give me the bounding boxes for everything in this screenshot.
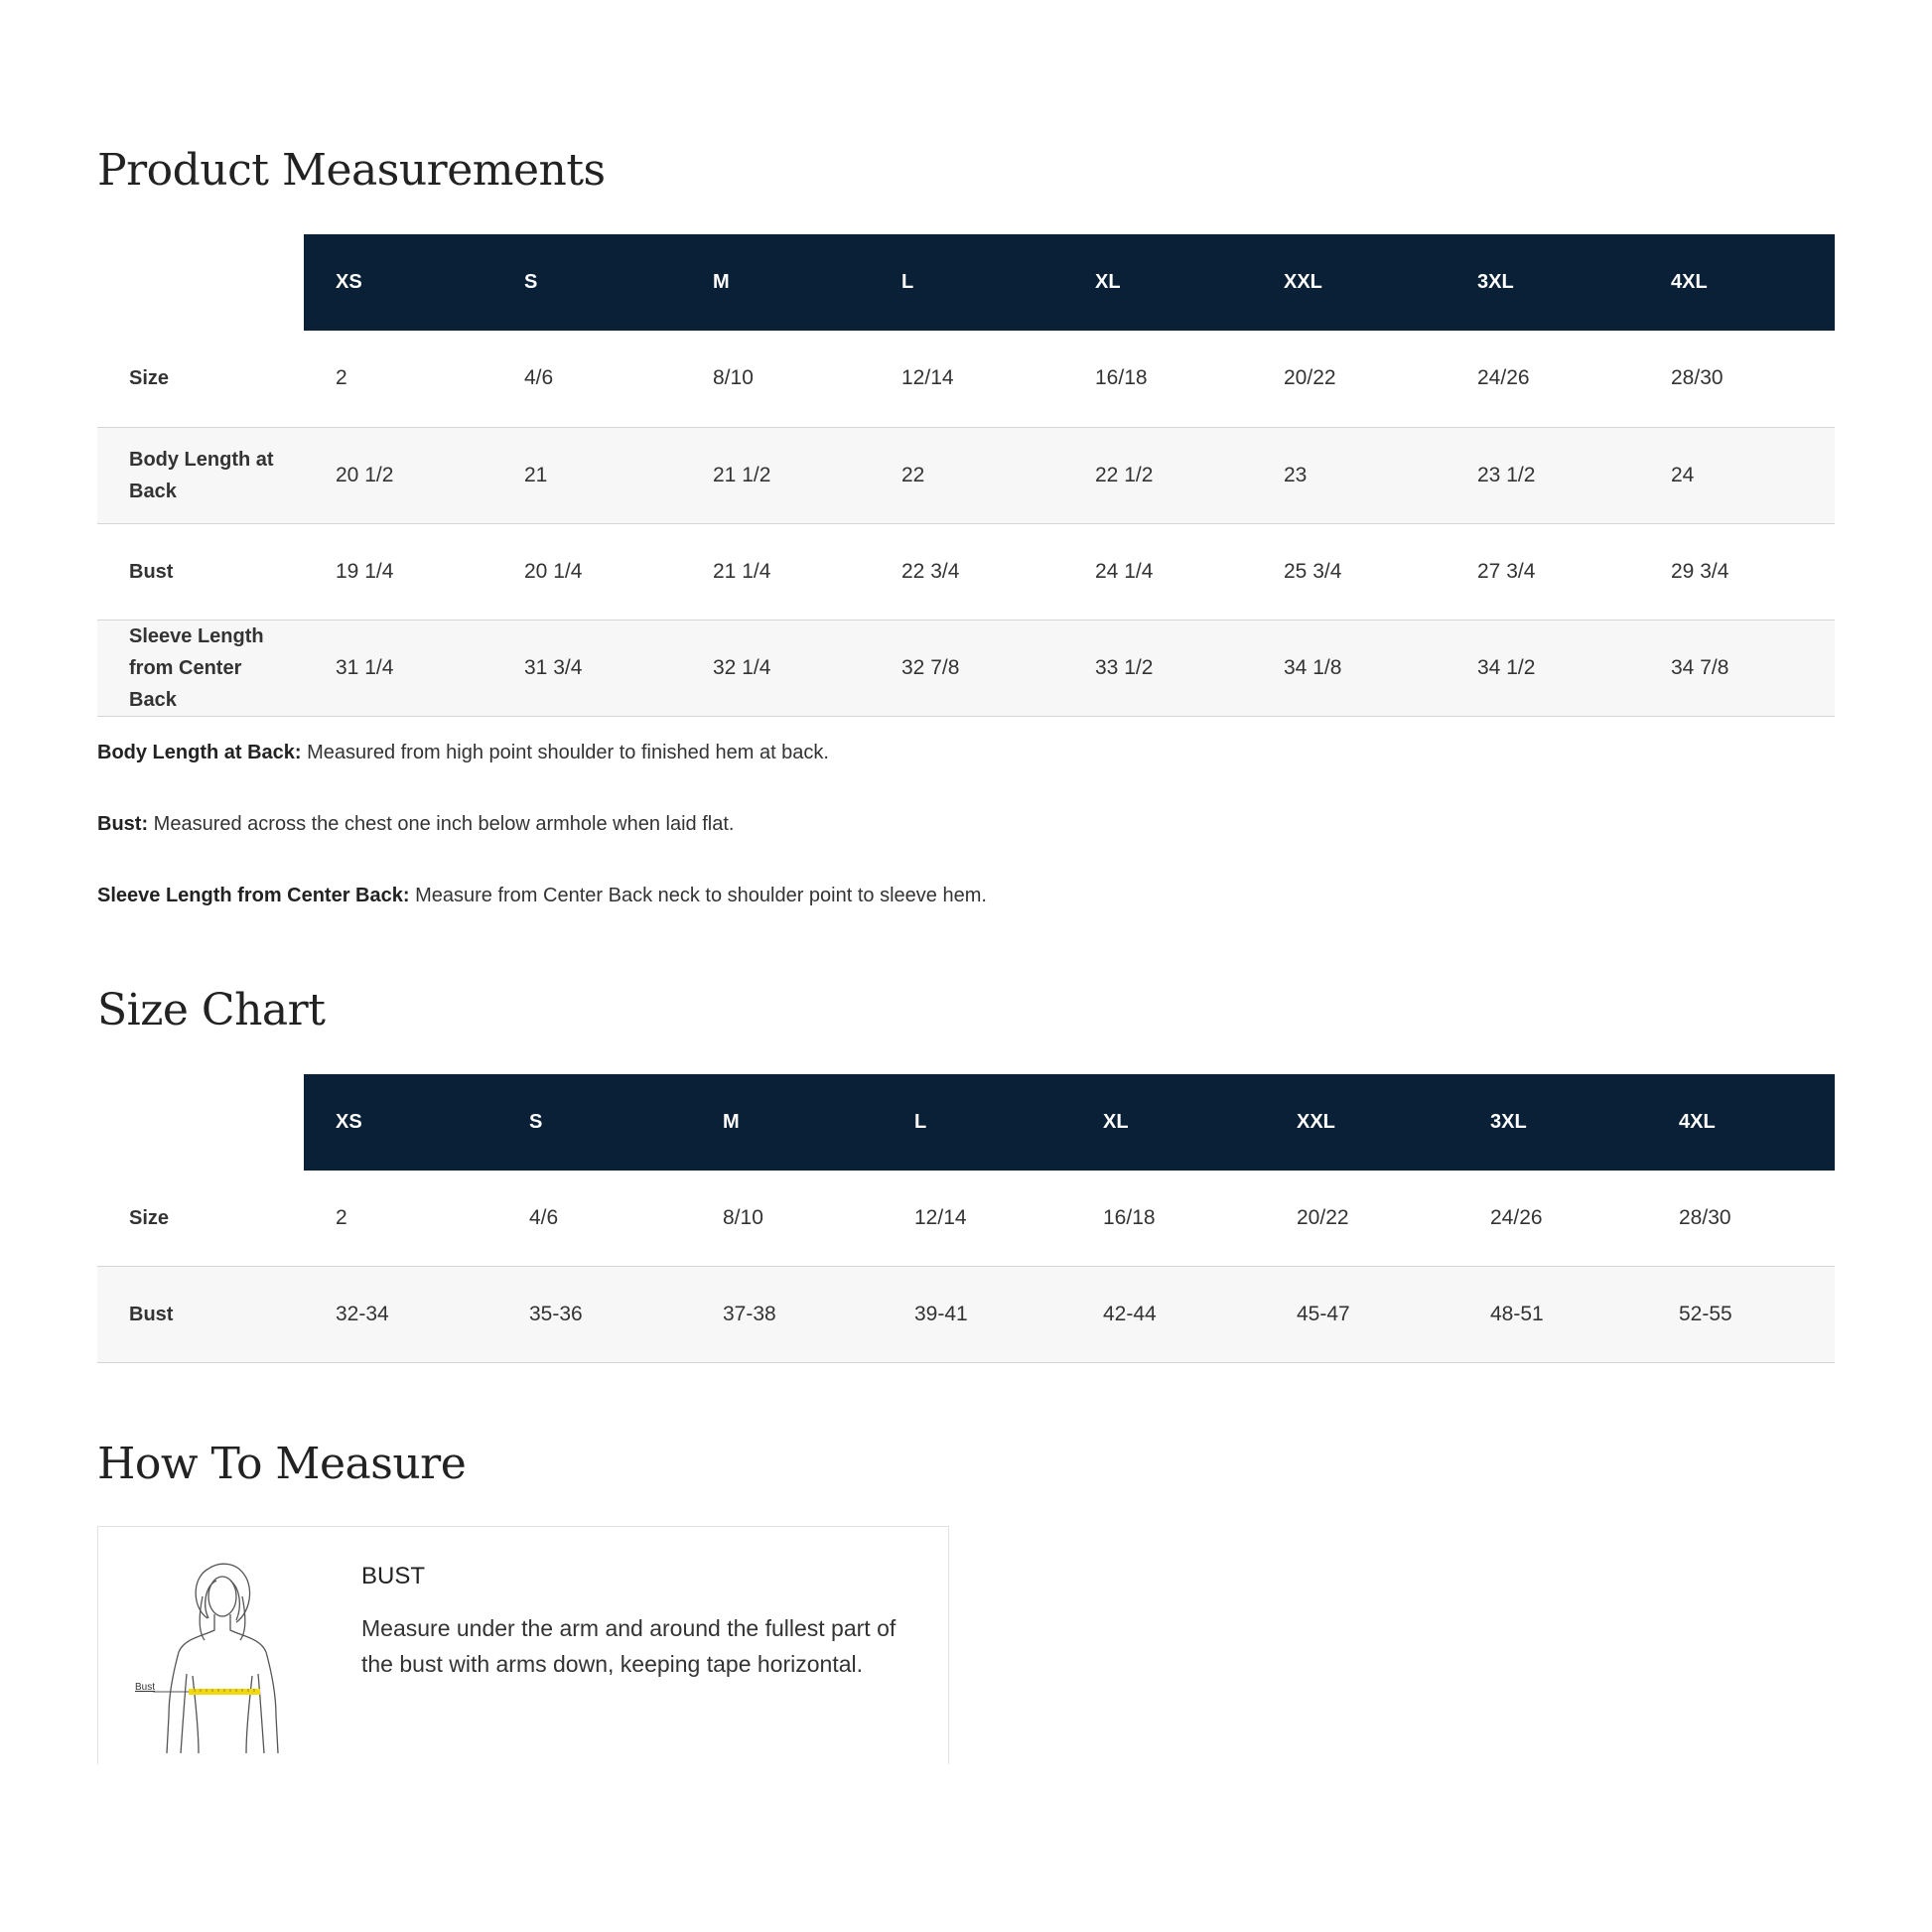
size-column-header: 3XL: [1446, 234, 1639, 331]
table-cell: 12/14: [914, 1205, 967, 1229]
table-cell: 42-44: [1103, 1303, 1157, 1325]
table-cell: 16/18: [1103, 1205, 1156, 1229]
table-row: [97, 331, 1835, 427]
size-column-header: M: [691, 1074, 883, 1171]
table-cell: 34 7/8: [1671, 655, 1729, 679]
table-cell: 32 7/8: [901, 655, 960, 679]
bust-measurement-figure-icon: [133, 1557, 302, 1755]
size-column-header: XXL: [1265, 1074, 1458, 1171]
definition-sleeve-length: [97, 880, 1835, 911]
row-label: Size: [129, 367, 170, 390]
table-cell: 28/30: [1679, 1205, 1731, 1229]
size-column-header: L: [883, 1074, 1071, 1171]
table-cell: 52-55: [1679, 1303, 1732, 1325]
product-measurements-table: [97, 234, 1835, 717]
table-cell: 32-34: [336, 1303, 389, 1325]
table-cell: 22: [901, 463, 925, 486]
table-cell: 24: [1671, 463, 1695, 486]
definition-term: Body Length at Back:: [97, 741, 302, 763]
measure-heading: BUST: [361, 1563, 426, 1589]
table-cell: 25 3/4: [1284, 559, 1342, 583]
size-column-header: XS: [304, 234, 492, 331]
table-row: [97, 523, 1835, 620]
table-cell: 21 1/4: [713, 559, 771, 583]
table-cell: 20 1/4: [524, 559, 583, 583]
table-row: [97, 1267, 1835, 1363]
size-chart-title: Size Chart: [97, 984, 326, 1035]
table-cell: 24 1/4: [1095, 559, 1154, 583]
table-cell: 12/14: [901, 366, 954, 390]
table-cell: 27 3/4: [1477, 559, 1536, 583]
size-column-header: L: [870, 234, 1063, 331]
table-cell: 2: [336, 1205, 347, 1229]
table-cell: 16/18: [1095, 366, 1148, 390]
table-cell: 29 3/4: [1671, 559, 1729, 583]
definition-term: Bust:: [97, 812, 149, 835]
table-cell: 4/6: [529, 1205, 559, 1229]
table-cell: 48-51: [1490, 1303, 1544, 1325]
product-measurements-title: Product Measurements: [97, 145, 606, 196]
table-cell: 22 1/2: [1095, 463, 1154, 486]
table-cell: 20/22: [1284, 366, 1336, 390]
row-label: Size: [129, 1206, 170, 1229]
table-cell: 20 1/2: [336, 463, 394, 486]
size-column-header: 4XL: [1639, 234, 1835, 331]
table-cell: 31 3/4: [524, 655, 583, 679]
definition-text: Measure from Center Back neck to shoulder point to sleeve hem.: [409, 884, 987, 906]
figure-label: Bust: [135, 1682, 156, 1693]
size-column-header: XL: [1063, 234, 1252, 331]
definition-text: Measured across the chest one inch below armhole when laid flat.: [148, 812, 735, 835]
table-cell: 31 1/4: [336, 655, 394, 679]
table-cell: 21: [524, 463, 548, 486]
row-label: Bust: [129, 1304, 174, 1325]
definition-body-length: [97, 737, 1835, 768]
table-cell: 32 1/4: [713, 655, 771, 679]
table-cell: 33 1/2: [1095, 655, 1154, 679]
table-header-row: [97, 1074, 1835, 1171]
row-label: Body Length at Back: [129, 448, 274, 502]
table-cell: 8/10: [713, 366, 754, 390]
size-column-header: XL: [1071, 1074, 1265, 1171]
measure-instructions: [361, 1563, 917, 1682]
table-cell: 39-41: [914, 1303, 968, 1325]
table-cell: 8/10: [723, 1205, 763, 1229]
table-cell: 23: [1284, 463, 1308, 486]
table-cell: 20/22: [1297, 1205, 1349, 1229]
definition-text: Measured from high point shoulder to finished hem at back.: [301, 741, 829, 763]
measurement-definitions: [97, 737, 1835, 911]
page-content: [97, 145, 1835, 1764]
size-column-header: XXL: [1252, 234, 1446, 331]
measure-description: Measure under the arm and around the fullest part of the bust with arms down, keeping tape horizontal.: [361, 1615, 897, 1677]
table-cell: 37-38: [723, 1303, 776, 1325]
table-header-row: [97, 234, 1835, 331]
size-column-header: 4XL: [1647, 1074, 1835, 1171]
table-cell: 34 1/8: [1284, 655, 1342, 679]
row-label: Sleeve Length from Center Back: [129, 624, 264, 711]
table-cell: 35-36: [529, 1303, 583, 1325]
table-row: [97, 1171, 1835, 1267]
table-cell: 24/26: [1477, 366, 1530, 390]
size-column-header: M: [681, 234, 870, 331]
table-cell: 2: [336, 366, 347, 390]
size-column-header: S: [492, 234, 681, 331]
table-cell: 19 1/4: [336, 559, 394, 583]
table-cell: 24/26: [1490, 1205, 1543, 1229]
size-column-header: S: [497, 1074, 691, 1171]
how-to-measure-title: How To Measure: [97, 1439, 467, 1489]
table-cell: 4/6: [524, 366, 554, 390]
table-cell: 28/30: [1671, 366, 1724, 390]
definition-term: Sleeve Length from Center Back:: [97, 884, 410, 906]
how-to-measure-card: [97, 1526, 949, 1764]
header-corner: [97, 1074, 304, 1171]
table-cell: 45-47: [1297, 1303, 1350, 1325]
table-cell: 21 1/2: [713, 463, 771, 486]
row-label: Bust: [129, 560, 174, 583]
table-row: [97, 620, 1835, 716]
table-cell: 22 3/4: [901, 559, 960, 583]
table-cell: 23 1/2: [1477, 463, 1536, 486]
size-column-header: 3XL: [1458, 1074, 1647, 1171]
header-corner: [97, 234, 304, 331]
size-chart-table: [97, 1074, 1835, 1364]
size-column-header: XS: [304, 1074, 497, 1171]
table-cell: 34 1/2: [1477, 655, 1536, 679]
definition-bust: [97, 808, 1835, 840]
table-row: [97, 427, 1835, 523]
